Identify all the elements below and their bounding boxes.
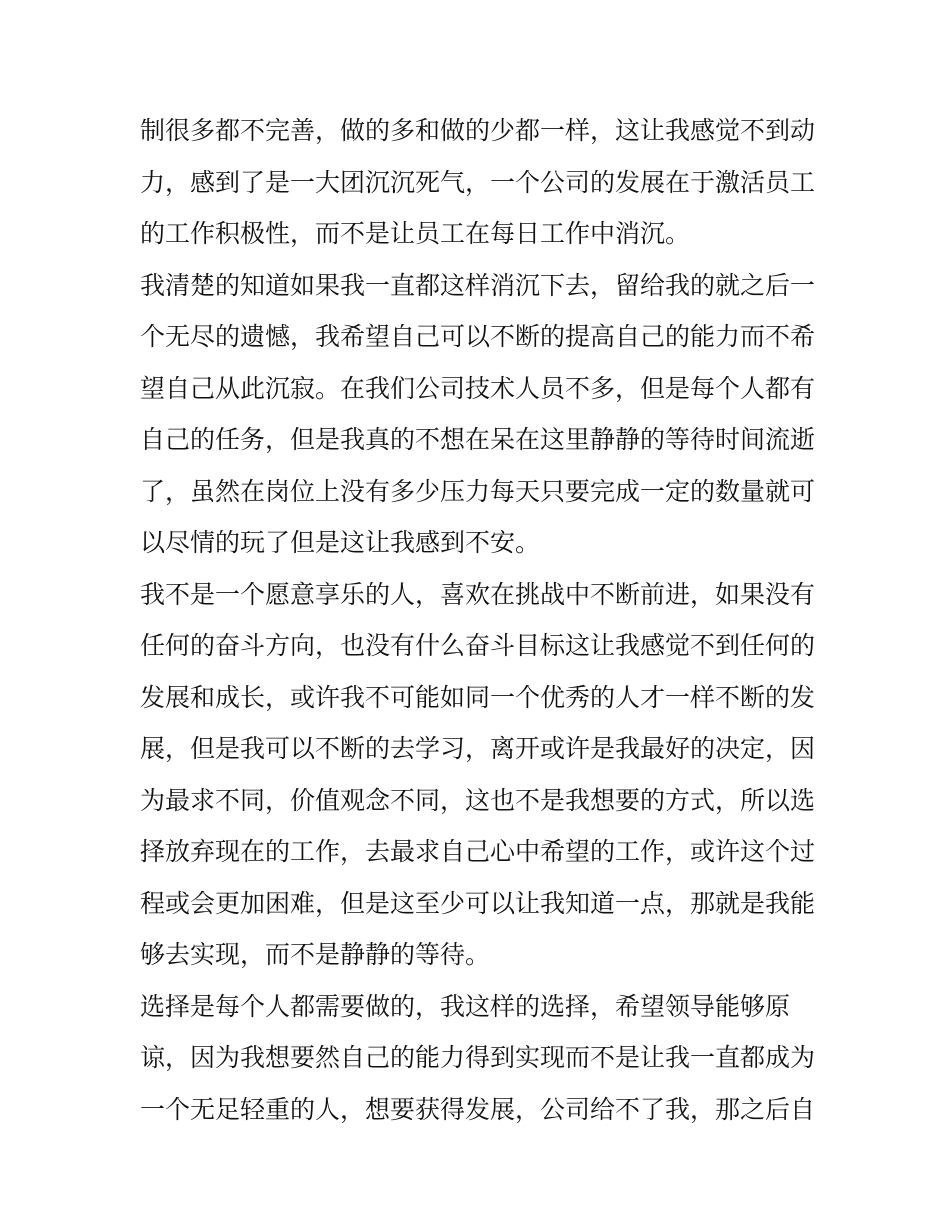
text-line: 发展和成长，或许我不可能如同一个优秀的人才一样不断的发 [140,682,816,712]
text-line: 制很多都不完善，做的多和做的少都一样，这让我感觉不到动 [140,116,816,145]
text-line: 任何的奋斗方向，也没有什么奋斗目标这让我感觉不到任何的 [140,631,816,660]
text-line: 了，虽然在岗位上没有多少压力每天只要完成一定的数量就可 [140,476,816,506]
text-line: 择放弃现在的工作，去最求自己心中希望的工作，或许这个过 [140,837,816,866]
text-line: 我清楚的知道如果我一直都这样消沉下去，留给我的就之后一 [140,270,816,300]
text-line: 程或会更加困难，但是这至少可以让我知道一点，那就是我能 [140,888,816,918]
text-line: 望自己从此沉寂。在我们公司技术人员不多，但是每个人都有 [140,373,816,403]
text-line: 够去实现，而不是静静的等待。 [140,940,491,969]
text-line: 自己的任务，但是我真的不想在呆在这里静静的等待时间流逝 [140,425,816,454]
text-line: 展，但是我可以不断的去学习，离开或许是我最好的决定，因 [140,734,816,763]
text-line: 个无尽的遗憾，我希望自己可以不断的提高自己的能力而不希 [140,322,816,351]
text-line: 谅，因为我想要然自己的能力得到实现而不是让我一直都成为 [140,1043,816,1072]
text-line: 的工作积极性，而不是让员工在每日工作中消沉。 [140,219,691,248]
text-line: 我不是一个愿意享乐的人，喜欢在挑战中不断前进，如果没有 [140,579,816,609]
text-line: 为最求不同，价值观念不同，这也不是我想要的方式，所以选 [140,785,816,815]
text-line: 一个无足轻重的人，想要获得发展，公司给不了我，那之后自 [140,1094,816,1124]
document-body [140,105,830,1135]
text-line: 力，感到了是一大团沉沉死气，一个公司的发展在于激活员工 [140,167,816,197]
text-line: 以尽情的玩了但是这让我感到不安。 [140,528,541,557]
text-line: 选择是每个人都需要做的，我这样的选择，希望领导能够原 [140,991,791,1021]
